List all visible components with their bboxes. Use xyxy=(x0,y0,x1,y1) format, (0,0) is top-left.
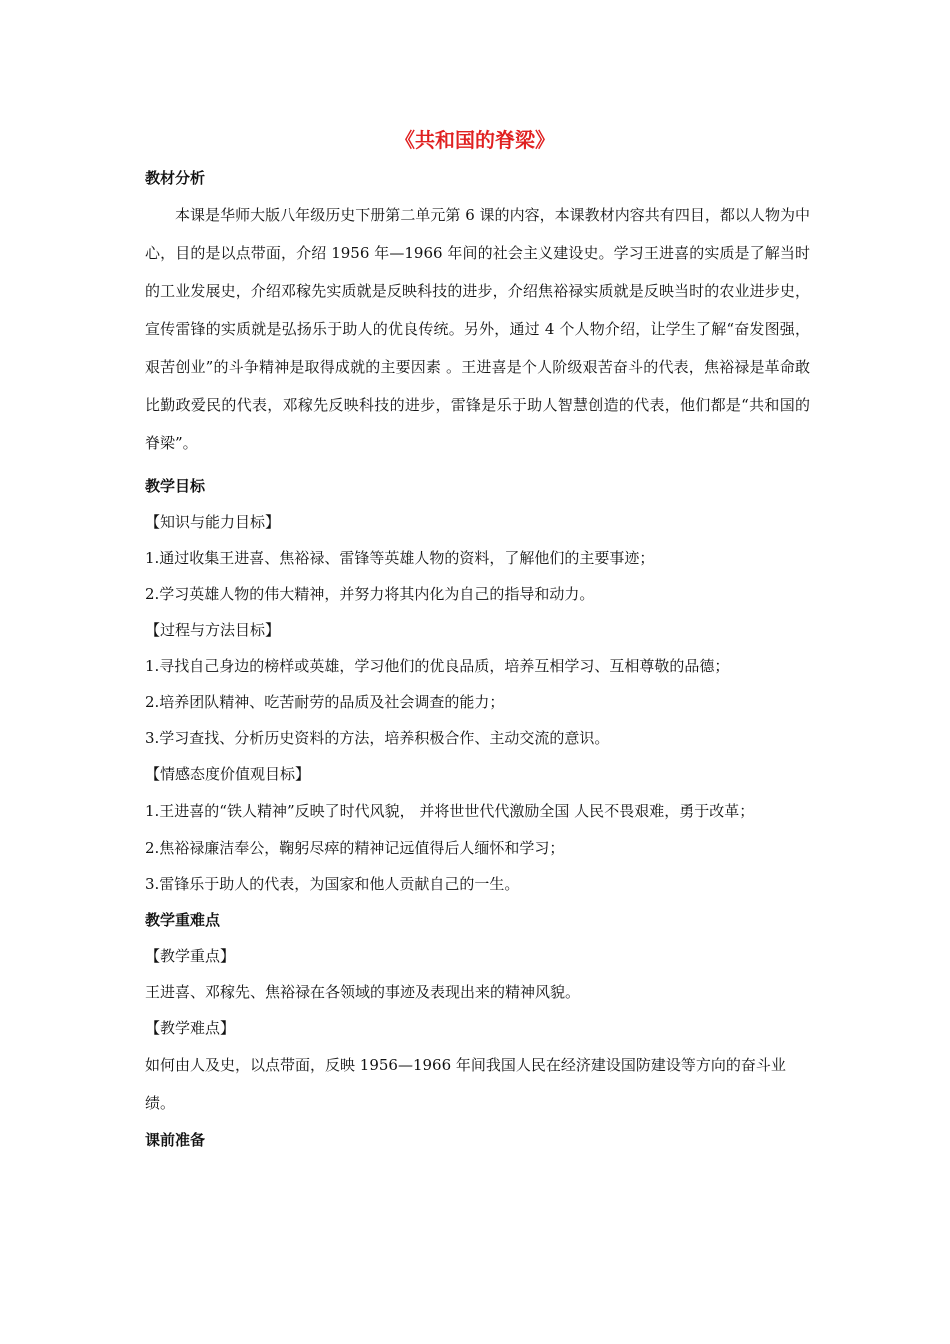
goal-item: 1.寻找自己身边的榜样或英雄，学习他们的优良品质，培养互相学习、互相尊敬的品德； xyxy=(145,657,730,675)
goal-group-label-attitude: 【情感态度价值观目标】 xyxy=(145,765,311,783)
goal-item: 2.焦裕禄廉洁奉公，鞠躬尽瘁的精神记远值得后人缅怀和学习； xyxy=(145,839,565,857)
document-body xyxy=(145,160,810,1158)
goal-group-label-knowledge: 【知识与能力目标】 xyxy=(145,513,281,531)
difficulty-text: 如何由人及史，以点带面，反映 1956—1966 年间我国人民在经济建设国防建设等方向的奋斗业绩。 xyxy=(145,1056,786,1112)
goal-item: 3.雷锋乐于助人的代表，为国家和他人贡献自己的一生。 xyxy=(145,875,520,893)
analysis-paragraph: 本课是华师大版八年级历史下册第二单元第 6 课的内容，本课教材内容共有四目，都以人物为中心，目的是以点带面，介绍 1956 年—1966 年间的社会主义建设史。学习王进喜的实质是了解当时的工业发展史，介绍邓稼先实质就是反映科技的进步，介绍焦裕禄实质就是反映当时的农业进步史，宣传雷锋的实质就是弘扬乐于助人的优良传统。另外，通过 4 个人物介绍，让学生了解“奋发图强，艰苦创业”的斗争精神是取得成就的主要因素 。王进喜是个人阶级艰苦奋斗的代表，焦裕禄是革命敢比勤政爱民的代表，邓稼先反映科技的进步，雷锋是乐于助人智慧创造的代表，他们都是“共和国的脊梁”。 xyxy=(145,206,810,452)
section-heading-analysis: 教材分析 xyxy=(145,169,206,187)
goal-item: 1.王进喜的“铁人精神”反映了时代风貌， 并将世世代代激励全国 人民不畏艰难，勇于改革； xyxy=(145,802,755,820)
document-title: 《共和国的脊梁》 xyxy=(395,128,555,152)
goal-item: 3.学习查找、分析历史资料的方法，培养积极合作、主动交流的意识。 xyxy=(145,729,610,747)
goal-item: 2.学习英雄人物的伟大精神，并努力将其内化为自己的指导和动力。 xyxy=(145,585,595,603)
goal-item: 2.培养团队精神、吃苦耐劳的品质及社会调查的能力； xyxy=(145,693,505,711)
goal-item: 1.通过收集王进喜、焦裕禄、雷锋等英雄人物的资料，了解他们的主要事迹； xyxy=(145,549,655,567)
section-heading-preparation: 课前准备 xyxy=(145,1131,206,1149)
goal-group-label-process: 【过程与方法目标】 xyxy=(145,621,281,639)
key-point-label: 【教学重点】 xyxy=(145,947,236,965)
section-heading-goals: 教学目标 xyxy=(145,477,206,495)
difficulty-label: 【教学难点】 xyxy=(145,1019,236,1037)
section-heading-key-points: 教学重难点 xyxy=(145,911,221,929)
key-point-text: 王进喜、邓稼先、焦裕禄在各领域的事迹及表现出来的精神风貌。 xyxy=(145,983,581,1001)
